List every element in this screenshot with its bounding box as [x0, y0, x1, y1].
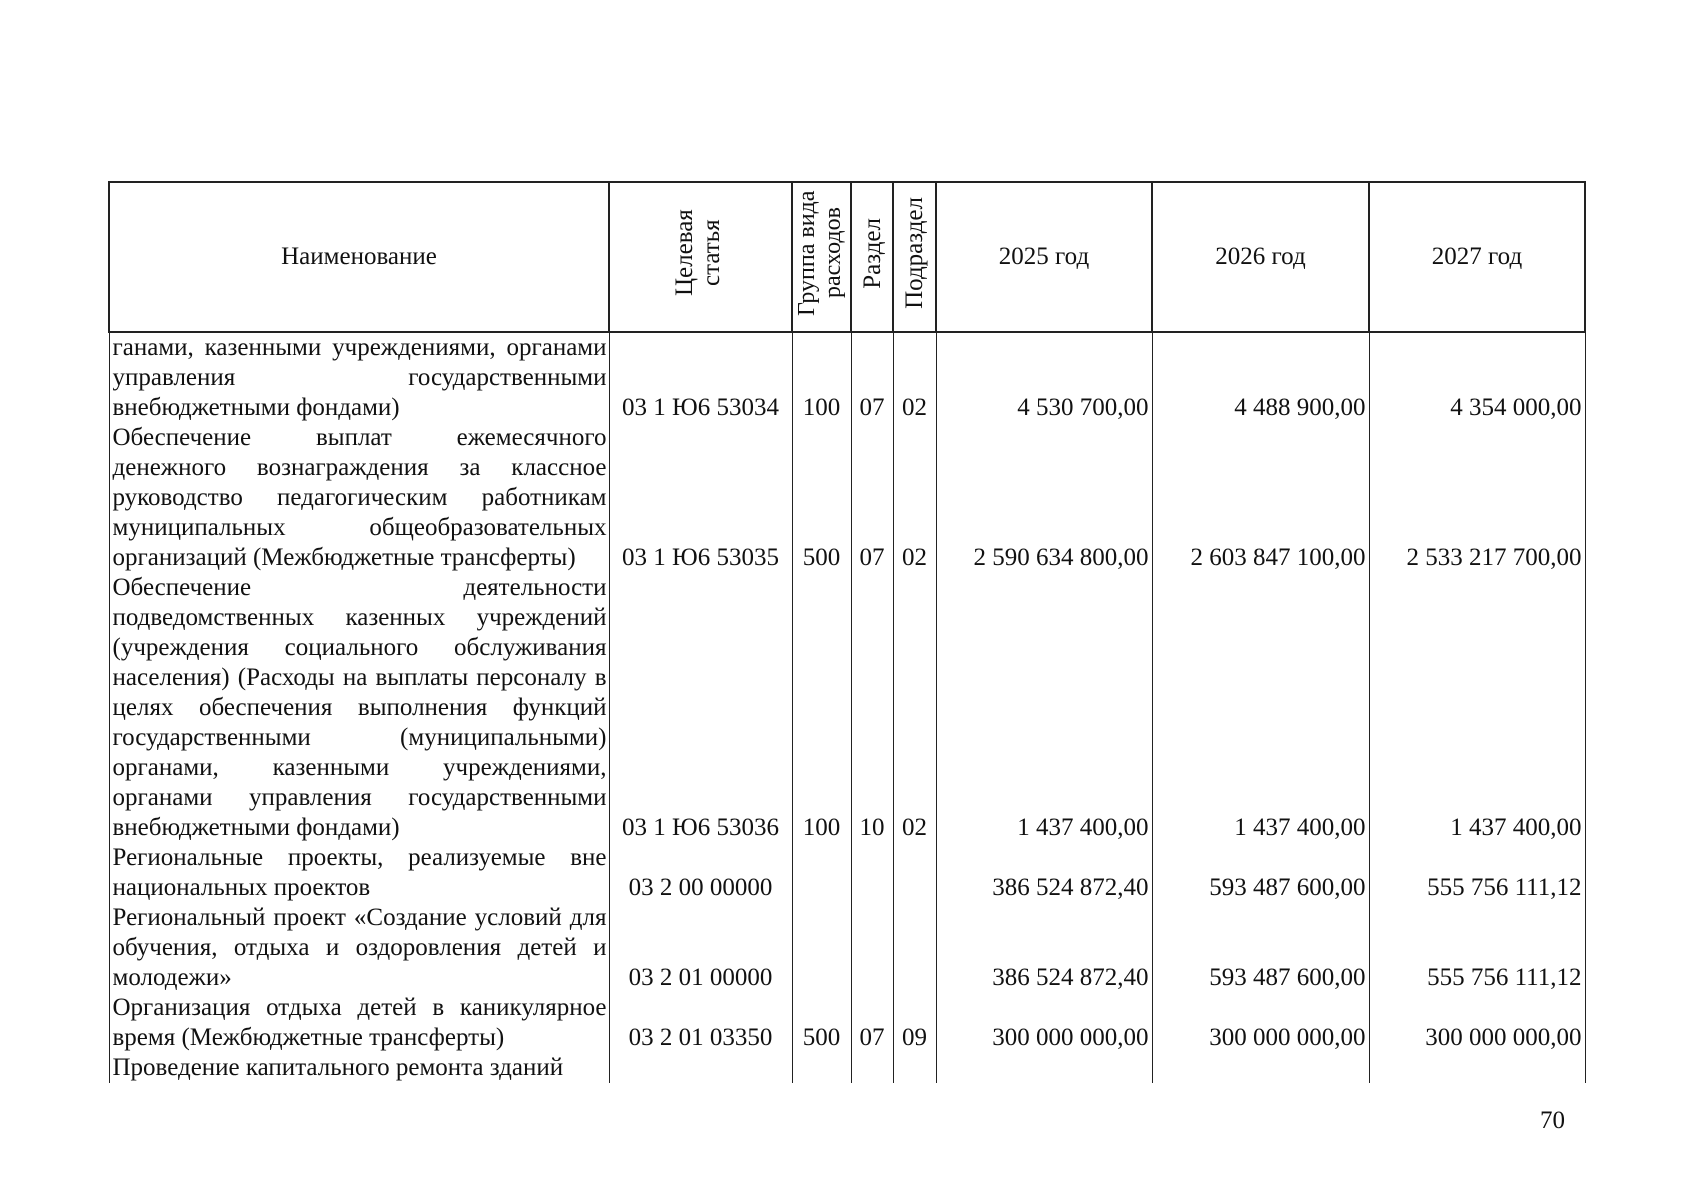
- table-row: [109, 332, 1585, 423]
- budget-table: [108, 181, 1586, 1083]
- header-section-label: Раздел: [858, 217, 886, 289]
- row-section: 07: [851, 332, 893, 423]
- row-target-article: [609, 1053, 792, 1083]
- header-target-article-label: Целевая статья: [670, 209, 725, 297]
- row-amount-2027: [1369, 1053, 1585, 1083]
- row-amount-2026: 593 487 600,00: [1152, 903, 1369, 993]
- row-amount-2025: [936, 1053, 1152, 1083]
- row-expense-group: 500: [792, 423, 851, 573]
- row-section: [851, 903, 893, 993]
- row-amount-2026: 4 488 900,00: [1152, 332, 1369, 423]
- row-name: Организация отдыха детей в каникулярное время (Межбюджетные трансферты): [109, 993, 609, 1053]
- header-target-article: [609, 182, 792, 332]
- row-amount-2025: 386 524 872,40: [936, 843, 1152, 903]
- row-section: 10: [851, 573, 893, 843]
- row-target-article: 03 1 Ю6 53036: [609, 573, 792, 843]
- row-expense-group: 500: [792, 993, 851, 1053]
- row-target-article: 03 2 00 00000: [609, 843, 792, 903]
- row-target-article: 03 1 Ю6 53034: [609, 332, 792, 423]
- row-subsection: [893, 903, 936, 993]
- row-name: Проведение капитального ремонта зданий: [109, 1053, 609, 1083]
- row-amount-2026: 1 437 400,00: [1152, 573, 1369, 843]
- row-name: Региональный проект «Создание условий для обучения, отдыха и оздоровления детей и молодежи»: [109, 903, 609, 993]
- table-row: [109, 423, 1585, 573]
- header-year-2027: 2027 год: [1369, 182, 1585, 332]
- row-target-article: 03 2 01 03350: [609, 993, 792, 1053]
- row-amount-2027: 1 437 400,00: [1369, 573, 1585, 843]
- header-expense-group: [792, 182, 851, 332]
- row-amount-2026: 2 603 847 100,00: [1152, 423, 1369, 573]
- header-year-2025: 2025 год: [936, 182, 1152, 332]
- header-section: [851, 182, 893, 332]
- row-subsection: 02: [893, 573, 936, 843]
- table-row: [109, 903, 1585, 993]
- row-amount-2025: 386 524 872,40: [936, 903, 1152, 993]
- row-subsection: [893, 843, 936, 903]
- row-expense-group: [792, 843, 851, 903]
- row-subsection: [893, 1053, 936, 1083]
- table-header-row: [109, 182, 1585, 332]
- row-amount-2026: 593 487 600,00: [1152, 843, 1369, 903]
- row-expense-group: 100: [792, 573, 851, 843]
- row-section: 07: [851, 423, 893, 573]
- row-amount-2025: 4 530 700,00: [936, 332, 1152, 423]
- row-subsection: 02: [893, 332, 936, 423]
- row-amount-2027: 555 756 111,12: [1369, 903, 1585, 993]
- table-row: [109, 1053, 1585, 1083]
- row-section: 07: [851, 993, 893, 1053]
- row-name: Обеспечение деятельности подведомственных казенных учреждений (учреждения социального обслуживания населения) (Расходы на выплаты персоналу в целях обеспечения выполнения функций государственными (муниципальными) органами, казенными учреждениями, органами управления государственными внебюджетными фондами): [109, 573, 609, 843]
- row-expense-group: [792, 903, 851, 993]
- row-amount-2025: 300 000 000,00: [936, 993, 1152, 1053]
- row-amount-2027: 4 354 000,00: [1369, 332, 1585, 423]
- row-subsection: 02: [893, 423, 936, 573]
- row-amount-2027: 555 756 111,12: [1369, 843, 1585, 903]
- header-expense-group-label: Группа вида расходов: [793, 190, 846, 316]
- row-amount-2026: [1152, 1053, 1369, 1083]
- row-name: Обеспечение выплат ежемесячного денежного вознаграждения за классное руководство педагогическим работникам муниципальных общеобразовательных организаций (Межбюджетные трансферты): [109, 423, 609, 573]
- row-section: [851, 1053, 893, 1083]
- header-subsection-label: Подраздел: [901, 197, 928, 309]
- row-subsection: 09: [893, 993, 936, 1053]
- row-name: ганами, казенными учреждениями, органами управления государственными внебюджетными фондами): [109, 332, 609, 423]
- row-expense-group: 100: [792, 332, 851, 423]
- row-amount-2025: 1 437 400,00: [936, 573, 1152, 843]
- table-row: [109, 993, 1585, 1053]
- row-amount-2025: 2 590 634 800,00: [936, 423, 1152, 573]
- row-amount-2027: 300 000 000,00: [1369, 993, 1585, 1053]
- row-name: Региональные проекты, реализуемые вне национальных проектов: [109, 843, 609, 903]
- table-row: [109, 573, 1585, 843]
- row-target-article: 03 1 Ю6 53035: [609, 423, 792, 573]
- row-section: [851, 843, 893, 903]
- row-amount-2027: 2 533 217 700,00: [1369, 423, 1585, 573]
- header-name: Наименование: [109, 182, 609, 332]
- row-amount-2026: 300 000 000,00: [1152, 993, 1369, 1053]
- table-row: [109, 843, 1585, 903]
- page-number: 70: [1540, 1107, 1565, 1134]
- header-subsection: [893, 182, 936, 332]
- header-year-2026: 2026 год: [1152, 182, 1369, 332]
- row-target-article: 03 2 01 00000: [609, 903, 792, 993]
- row-expense-group: [792, 1053, 851, 1083]
